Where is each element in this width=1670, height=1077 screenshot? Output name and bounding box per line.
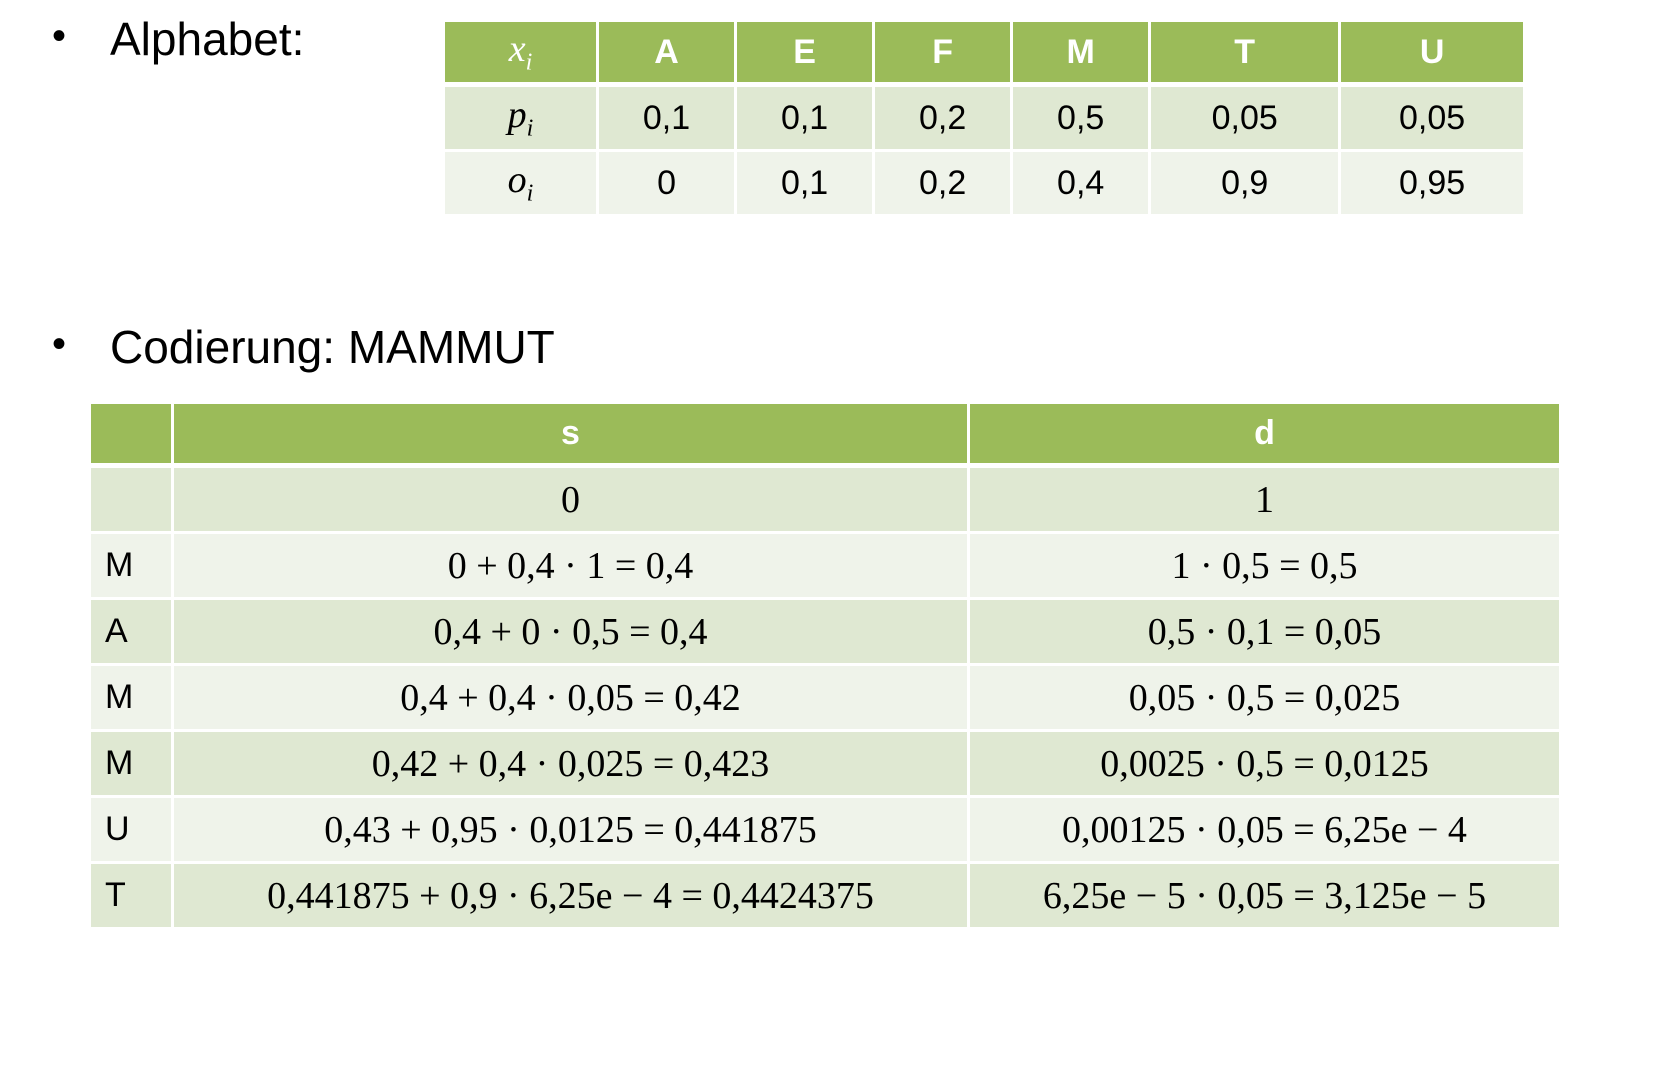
table-row: [91, 864, 1559, 927]
s-cell: 0: [174, 468, 970, 534]
table-cell: 0,2: [875, 87, 1013, 152]
alphabet-table: [445, 22, 1523, 214]
d-cell: 0,5 · 0,1 = 0,05: [970, 600, 1559, 666]
table-cell: 0,5: [1013, 87, 1151, 152]
probability-row: [445, 87, 1523, 152]
codierung-label: Codierung: MAMMUT: [110, 321, 555, 373]
letter-cell: M: [91, 534, 174, 600]
coding-header-row: [91, 404, 1559, 468]
table-row: [91, 534, 1559, 600]
d-cell: 0,05 · 0,5 = 0,025: [970, 666, 1559, 732]
alphabet-header-row: [445, 22, 1523, 87]
s-cell: 0,4 + 0 · 0,5 = 0,4: [174, 600, 970, 666]
table-row: [91, 600, 1559, 666]
letter-header: T: [1151, 22, 1341, 87]
bullet-dot: •: [52, 14, 67, 58]
table-cell: 0,9: [1151, 152, 1341, 214]
table-cell: 0,2: [875, 152, 1013, 214]
letter-header: E: [737, 22, 875, 87]
letter-header: A: [599, 22, 737, 87]
d-cell: 6,25e − 5 · 0,05 = 3,125e − 5: [970, 864, 1559, 927]
header-s: s: [174, 404, 970, 468]
d-cell: 0,0025 · 0,5 = 0,0125: [970, 732, 1559, 798]
letter-cell: M: [91, 732, 174, 798]
letter-header: F: [875, 22, 1013, 87]
s-cell: 0,42 + 0,4 · 0,025 = 0,423: [174, 732, 970, 798]
letter-cell: T: [91, 864, 174, 927]
offset-row: [445, 152, 1523, 214]
table-row: [91, 666, 1559, 732]
s-cell: 0,441875 + 0,9 · 6,25e − 4 = 0,4424375: [174, 864, 970, 927]
letter-cell: M: [91, 666, 174, 732]
header-symbol-cell: $x_i$: [445, 22, 599, 87]
table-cell: 0,4: [1013, 152, 1151, 214]
letter-header: M: [1013, 22, 1151, 87]
table-cell: 0,05: [1151, 87, 1341, 152]
letter-cell: U: [91, 798, 174, 864]
row-symbol-cell: $p_i$: [445, 87, 599, 152]
coding-table: [91, 404, 1559, 927]
letter-cell: [91, 468, 174, 534]
d-cell: 0,00125 · 0,05 = 6,25e − 4: [970, 798, 1559, 864]
row-symbol-cell: $o_i$: [445, 152, 599, 214]
table-row: [91, 732, 1559, 798]
table-cell: 0,1: [737, 87, 875, 152]
table-row: [91, 468, 1559, 534]
header-empty: [91, 404, 174, 468]
s-cell: 0 + 0,4 · 1 = 0,4: [174, 534, 970, 600]
letter-header: U: [1341, 22, 1523, 87]
table-cell: 0,1: [599, 87, 737, 152]
d-cell: 1: [970, 468, 1559, 534]
alphabet-label: Alphabet:: [110, 13, 305, 65]
s-cell: 0,4 + 0,4 · 0,05 = 0,42: [174, 666, 970, 732]
d-cell: 1 · 0,5 = 0,5: [970, 534, 1559, 600]
table-cell: 0: [599, 152, 737, 214]
header-d: d: [970, 404, 1559, 468]
letter-cell: A: [91, 600, 174, 666]
bullet-dot: •: [52, 322, 67, 366]
s-cell: 0,43 + 0,95 · 0,0125 = 0,441875: [174, 798, 970, 864]
table-cell: 0,95: [1341, 152, 1523, 214]
table-cell: 0,05: [1341, 87, 1523, 152]
table-cell: 0,1: [737, 152, 875, 214]
table-row: [91, 798, 1559, 864]
